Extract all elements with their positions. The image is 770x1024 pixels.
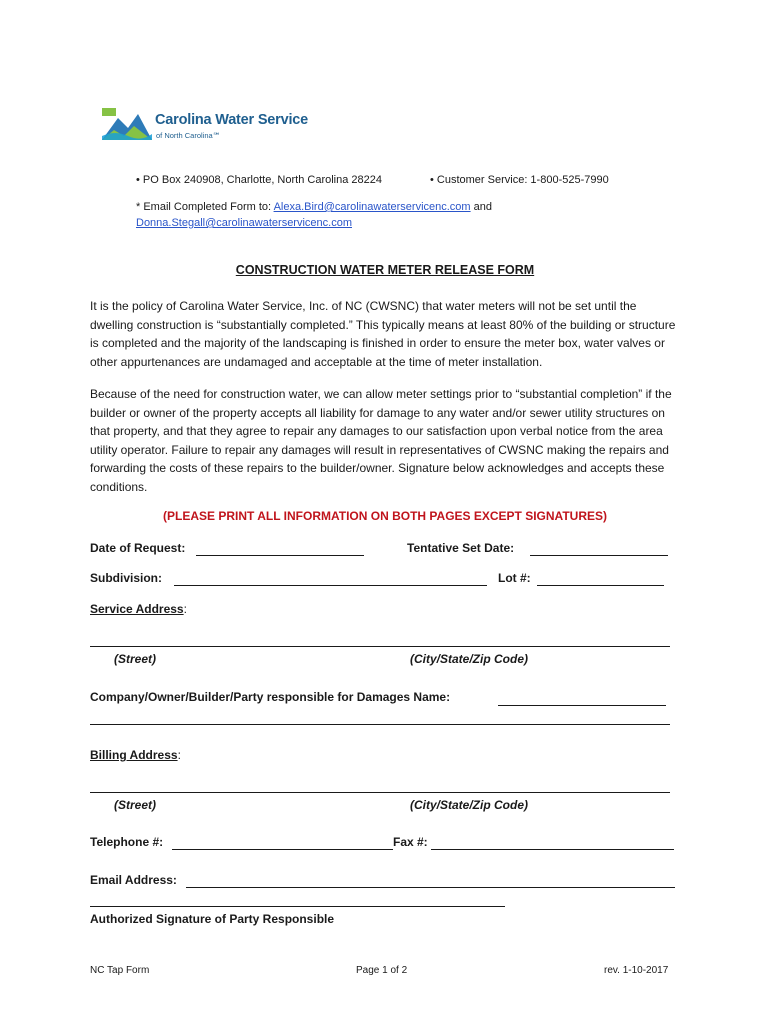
email-address-label: Email Address:	[90, 873, 177, 887]
footer-revision: rev. 1-10-2017	[604, 965, 669, 976]
tentative-set-date-label: Tentative Set Date:	[407, 541, 515, 555]
billing-address-label: Billing Address:	[90, 748, 181, 762]
customer-service-phone: • Customer Service: 1-800-525-7990	[430, 174, 609, 186]
subdivision-label: Subdivision:	[90, 571, 162, 585]
date-of-request-label: Date of Request:	[90, 541, 186, 555]
service-address-label: Service Address:	[90, 602, 187, 616]
footer-form-name: NC Tap Form	[90, 965, 150, 976]
signature-line[interactable]	[90, 906, 505, 907]
email-prefix: * Email Completed Form to:	[136, 201, 272, 213]
email-link-donna[interactable]: Donna.Stegall@carolinawaterservicenc.com	[136, 217, 352, 229]
service-address-line[interactable]	[90, 646, 670, 647]
email-instruction	[136, 201, 492, 213]
billing-city-state-zip-label: (City/State/Zip Code)	[410, 798, 529, 812]
telephone-line[interactable]	[172, 849, 393, 850]
company-name: Carolina Water Service	[155, 112, 309, 128]
footer-page-number: Page 1 of 2	[356, 965, 408, 976]
print-notice: (PLEASE PRINT ALL INFORMATION ON BOTH PAGES EXCEPT SIGNATURES)	[162, 509, 608, 523]
fax-label: Fax #:	[393, 835, 428, 849]
po-box-address: • PO Box 240908, Charlotte, North Carolina 28224	[136, 174, 382, 186]
company-name-line-2[interactable]	[90, 724, 670, 725]
subdivision-line[interactable]	[174, 585, 487, 586]
policy-paragraph: It is the policy of Carolina Water Service, Inc. of NC (CWSNC) that water meters will not be set until the dwelling construction is “substantially completed.” This typically means at least 80% of the building or structure is completed and the majority of the landscaping is finished in order to ensure the meter box, water valves or other appurtenances are undamaged and acceptable at the time of meter installation.	[90, 299, 676, 369]
signature-label: Authorized Signature of Party Responsible	[90, 912, 335, 926]
lot-line[interactable]	[537, 585, 664, 586]
company-name-line[interactable]	[498, 705, 666, 706]
date-of-request-line[interactable]	[196, 555, 364, 556]
email-address-line[interactable]	[186, 887, 675, 888]
billing-address-line[interactable]	[90, 792, 670, 793]
billing-street-label: (Street)	[114, 798, 157, 812]
lot-label: Lot #:	[498, 571, 531, 585]
service-street-label: (Street)	[114, 652, 157, 666]
form-title: CONSTRUCTION WATER METER RELEASE FORM	[235, 263, 535, 277]
fax-line[interactable]	[431, 849, 674, 850]
telephone-label: Telephone #:	[90, 835, 164, 849]
email-and: and	[473, 201, 493, 213]
email-link-alexa[interactable]: Alexa.Bird@carolinawaterservicenc.com	[273, 201, 471, 213]
tentative-set-date-line[interactable]	[530, 555, 668, 556]
service-city-state-zip-label: (City/State/Zip Code)	[410, 652, 529, 666]
company-subtitle: of North Carolina℠	[156, 131, 221, 140]
liability-paragraph: Because of the need for construction water, we can allow meter settings prior to “substantial completion” if the builder or owner of the property accepts all liability for damage to any water and/or sewer utility structures on that property, and that they agree to repair any damages to our satisfaction upon verbal notice from the area utility operator. Failure to repair any damages will result in representatives of CWSNC making the repairs and forwarding the costs of these repairs to the builder/owner. Signature below acknowledges and accepts these conditions.	[90, 387, 672, 494]
company-responsible-label: Company/Owner/Builder/Party responsible for Damages Name:	[90, 690, 451, 704]
